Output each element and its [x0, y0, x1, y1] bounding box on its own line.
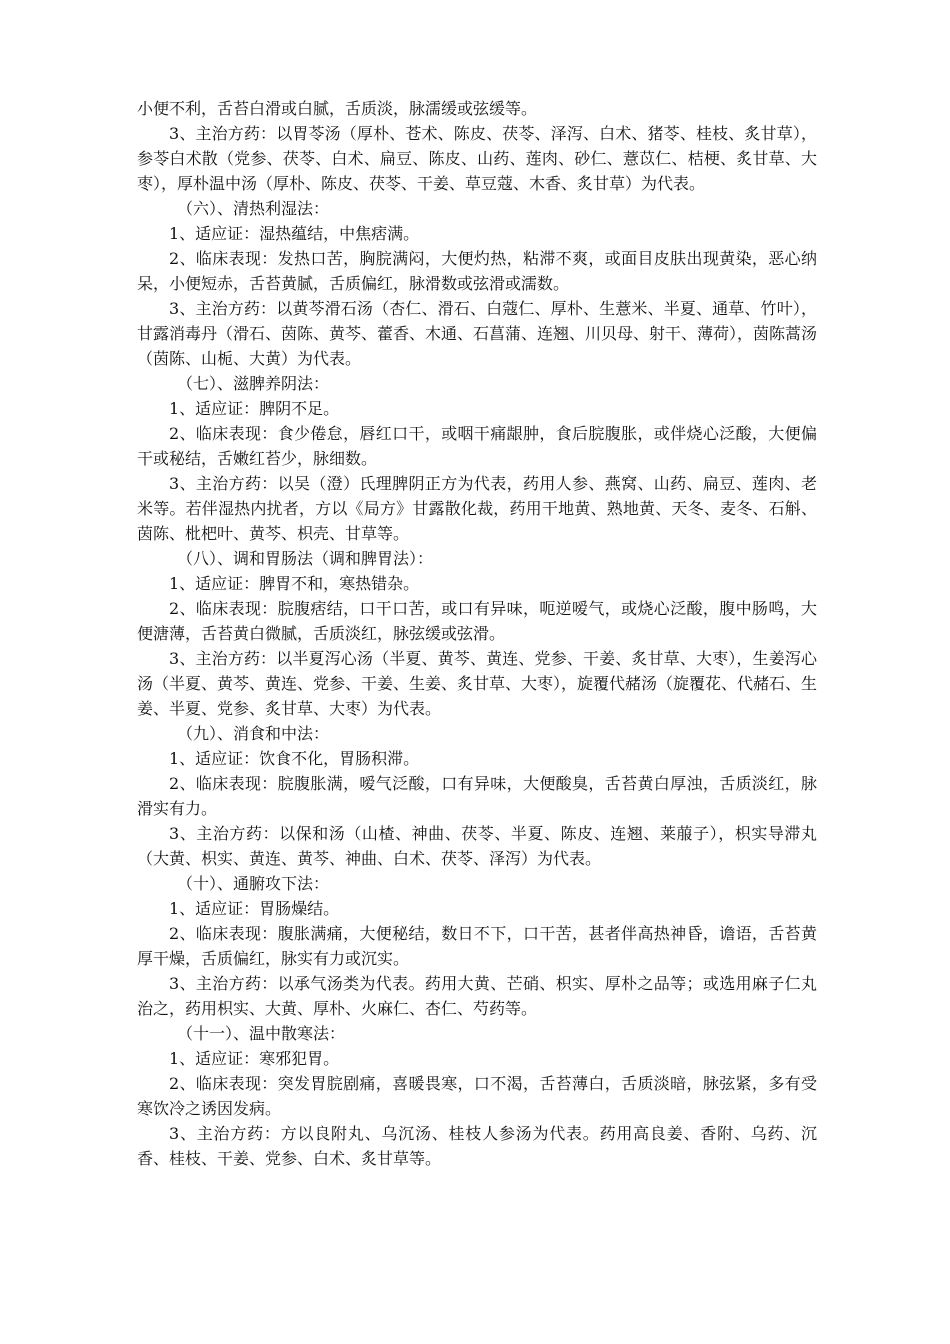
- paragraph-item: 3、主治方药：以黄芩滑石汤（杏仁、滑石、白蔻仁、厚朴、生薏米、半夏、通草、竹叶），甘露消毒丹（滑石、茵陈、黄芩、藿香、木通、石菖蒲、连翘、川贝母、射干、薄荷），茵陈蒿汤（茵陈、山栀、大黄）为代表。: [137, 299, 818, 368]
- paragraph-item: 2、临床表现：腹胀满痛，大便秘结，数日不下，口干苦，甚者伴高热神昏，谵语，舌苔黄厚干燥，舌质偏红，脉实有力或沉实。: [137, 924, 817, 968]
- section-heading: （八）、调和胃肠法（调和脾胃法）：: [177, 549, 434, 568]
- paragraph-item: 1、适应证：寒邪犯胃。: [169, 1049, 340, 1068]
- paragraph-continuation: 小便不利，舌苔白滑或白腻，舌质淡，脉濡缓或弦缓等。: [137, 99, 538, 118]
- paragraph-item: 2、临床表现：食少倦怠，唇红口干，或咽干痛龈肿，食后脘腹胀，或伴烧心泛酸，大便偏干或秘结，舌嫩红苔少，脉细数。: [137, 424, 817, 468]
- paragraph-item: 3、主治方药：以半夏泻心汤（半夏、黄芩、黄连、党参、干姜、炙甘草、大枣），生姜泻心汤（半夏、黄芩、黄连、党参、干姜、生姜、炙甘草、大枣），旋覆代赭汤（旋覆花、代赭石、生姜、半夏、党参、炙甘草、大枣）为代表。: [137, 649, 818, 718]
- paragraph-item: 1、适应证：脾阴不足。: [169, 399, 340, 418]
- paragraph-item: 3、主治方药：以承气汤类为代表。药用大黄、芒硝、枳实、厚朴之品等；或选用麻子仁丸治之，药用枳实、大黄、厚朴、火麻仁、杏仁、芍药等。: [137, 974, 817, 1018]
- paragraph-item: 1、适应证：脾胃不和，寒热错杂。: [169, 574, 420, 593]
- paragraph-item: 2、临床表现：脘腹痞结，口干口苦，或口有异味，呃逆嗳气，或烧心泛酸，腹中肠鸣，大便溏薄，舌苔黄白微腻，舌质淡红，脉弦缓或弦滑。: [137, 599, 817, 643]
- paragraph-item: 3、主治方药：以保和汤（山楂、神曲、茯苓、半夏、陈皮、连翘、莱菔子），枳实导滞丸（大黄、枳实、黄连、黄芩、神曲、白术、茯苓、泽泻）为代表。: [137, 824, 817, 868]
- paragraph-item: 2、临床表现：脘腹胀满，嗳气泛酸，口有异味，大便酸臭，舌苔黄白厚浊，舌质淡红，脉滑实有力。: [137, 774, 817, 818]
- paragraph-item: 2、临床表现：突发胃脘剧痛，喜暖畏寒，口不渴，舌苔薄白，舌质淡暗，脉弦紧，多有受寒饮冷之诱因发病。: [137, 1074, 817, 1118]
- paragraph-item: 3、主治方药：以吴（澄）氏理脾阴正方为代表，药用人参、燕窝、山药、扁豆、莲肉、老米等。若伴湿热内扰者，方以《局方》甘露散化裁，药用干地黄、熟地黄、天冬、麦冬、石斛、茵陈、枇杷叶、黄芩、枳壳、甘草等。: [137, 474, 817, 543]
- section-heading: （九）、消食和中法：: [177, 724, 330, 743]
- paragraph-item: 1、适应证：饮食不化，胃肠积滞。: [169, 749, 420, 768]
- paragraph-item: 1、适应证：湿热蕴结，中焦痞满。: [169, 224, 420, 243]
- section-heading: （七）、滋脾养阴法：: [177, 374, 330, 393]
- paragraph-item: 3、主治方药：方以良附丸、乌沉汤、桂枝人参汤为代表。药用高良姜、香附、乌药、沉香、桂枝、干姜、党参、白术、炙甘草等。: [137, 1124, 817, 1168]
- paragraph-item: 1、适应证：胃肠燥结。: [169, 899, 340, 918]
- section-heading: （六）、清热利湿法：: [177, 199, 330, 218]
- paragraph-item: 3、主治方药：以胃苓汤（厚朴、苍术、陈皮、茯苓、泽泻、白术、猪苓、桂枝、炙甘草），参苓白术散（党参、茯苓、白术、扁豆、陈皮、山药、莲肉、砂仁、薏苡仁、桔梗、炙甘草、大枣），厚朴温中汤（厚朴、陈皮、茯苓、干姜、草豆蔻、木香、炙甘草）为代表。: [137, 124, 817, 193]
- document-body: [137, 96, 817, 1171]
- section-heading: （十）、通腑攻下法：: [177, 874, 330, 893]
- section-heading: （十一）、温中散寒法：: [177, 1024, 346, 1043]
- paragraph-item: 2、临床表现：发热口苦，胸脘满闷，大便灼热，粘滞不爽，或面目皮肤出现黄染，恶心纳呆，小便短赤，舌苔黄腻，舌质偏红，脉滑数或弦滑或濡数。: [137, 249, 817, 293]
